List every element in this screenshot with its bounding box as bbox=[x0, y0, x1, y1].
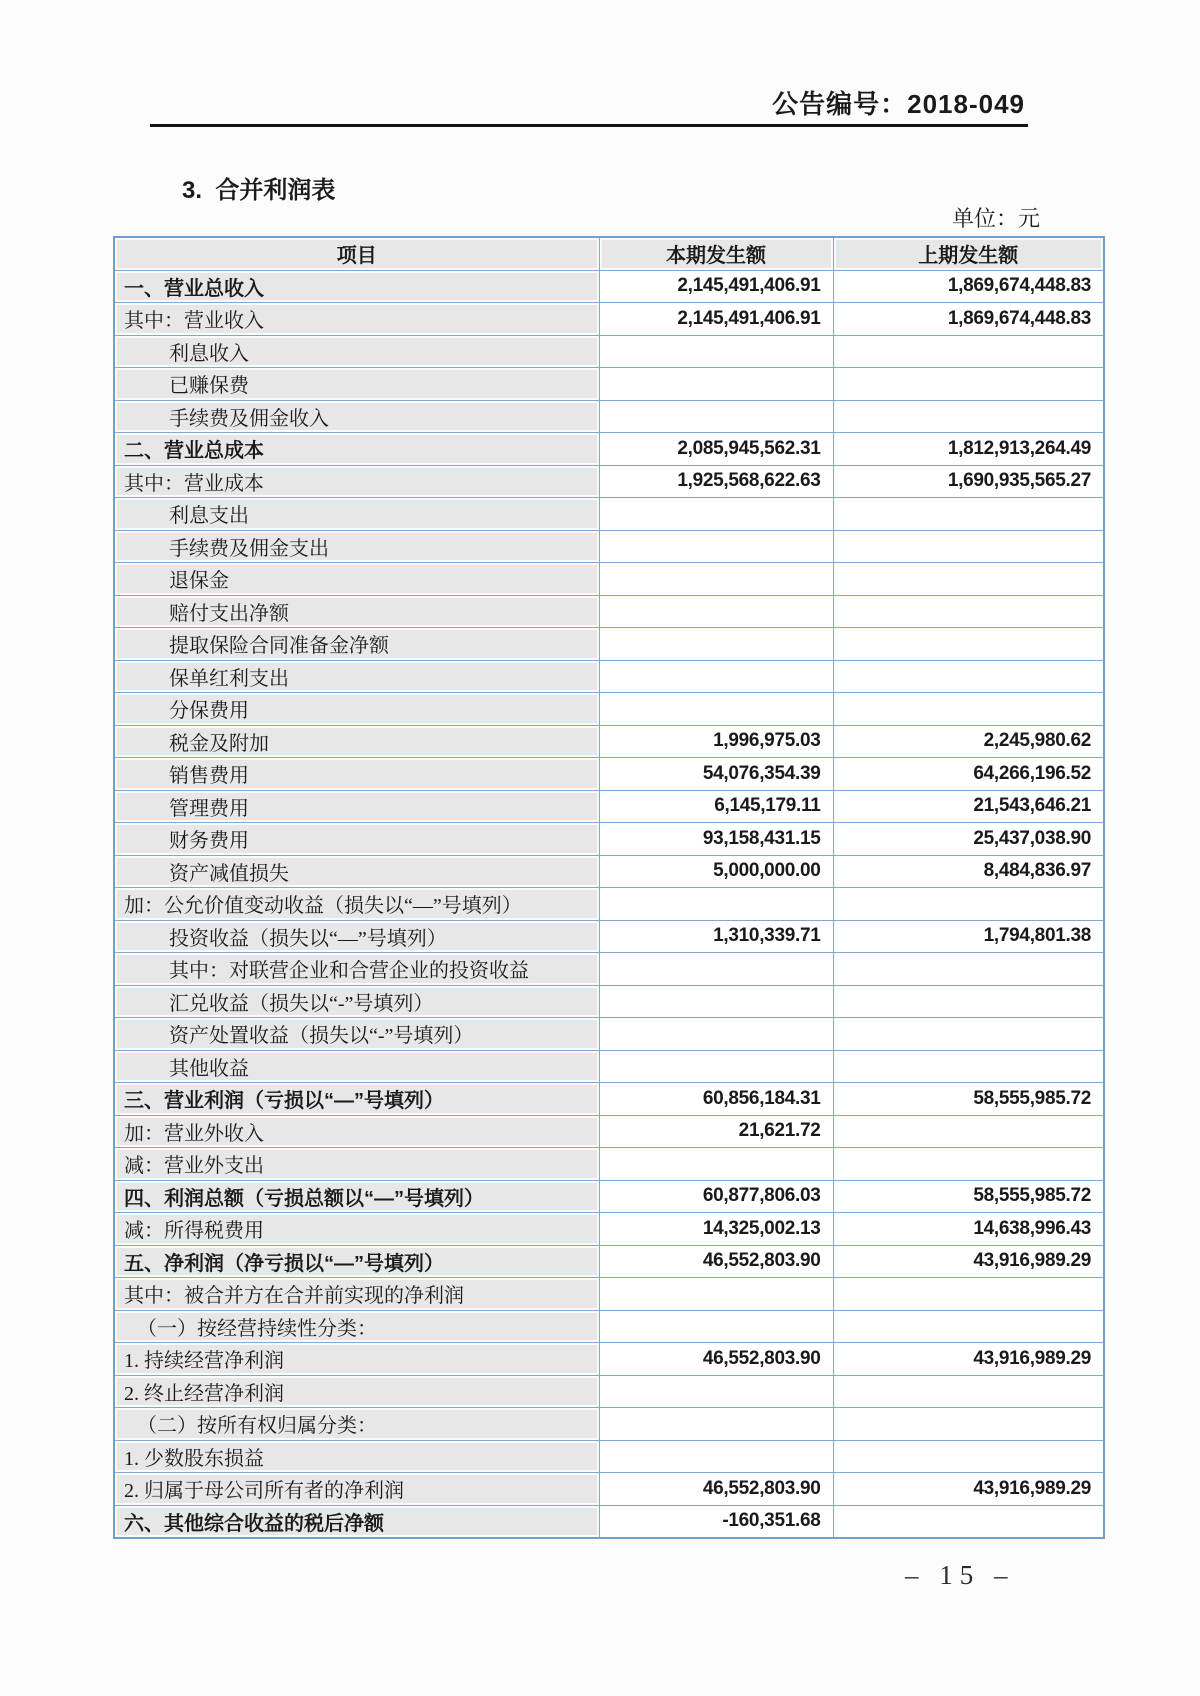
prior-amount-cell bbox=[833, 1375, 1104, 1408]
table-row bbox=[114, 270, 1104, 303]
item-cell: 资产处置收益（损失以“-”号填列） bbox=[114, 1018, 599, 1051]
item-cell: 资产减值损失 bbox=[114, 855, 599, 888]
current-amount-cell bbox=[599, 1018, 833, 1051]
table-row bbox=[114, 660, 1104, 693]
item-cell: 管理费用 bbox=[114, 790, 599, 823]
current-amount-cell: 1,310,339.71 bbox=[599, 920, 833, 953]
item-cell: 加：公允价值变动收益（损失以“—”号填列） bbox=[114, 888, 599, 921]
item-cell: 1. 持续经营净利润 bbox=[114, 1343, 599, 1376]
current-amount-cell bbox=[599, 985, 833, 1018]
prior-amount-cell bbox=[833, 1310, 1104, 1343]
current-amount-cell bbox=[599, 953, 833, 986]
item-cell: 分保费用 bbox=[114, 693, 599, 726]
prior-amount-cell bbox=[833, 595, 1104, 628]
table-row bbox=[114, 1375, 1104, 1408]
table-row bbox=[114, 530, 1104, 563]
income-table-body bbox=[114, 270, 1104, 1538]
prior-amount-cell bbox=[833, 628, 1104, 661]
current-amount-cell bbox=[599, 1440, 833, 1473]
table-row bbox=[114, 368, 1104, 401]
item-cell: 财务费用 bbox=[114, 823, 599, 856]
current-amount-cell bbox=[599, 595, 833, 628]
table-row bbox=[114, 953, 1104, 986]
table-row bbox=[114, 985, 1104, 1018]
col-header-item: 项目 bbox=[114, 237, 599, 270]
current-amount-cell: 1,996,975.03 bbox=[599, 725, 833, 758]
table-row bbox=[114, 693, 1104, 726]
prior-amount-cell bbox=[833, 498, 1104, 531]
table-row bbox=[114, 563, 1104, 596]
current-amount-cell: 14,325,002.13 bbox=[599, 1213, 833, 1246]
current-amount-cell: 2,145,491,406.91 bbox=[599, 303, 833, 336]
current-amount-cell bbox=[599, 400, 833, 433]
item-cell: 其他收益 bbox=[114, 1050, 599, 1083]
item-cell: 赔付支出净额 bbox=[114, 595, 599, 628]
table-row bbox=[114, 790, 1104, 823]
prior-amount-cell bbox=[833, 1505, 1104, 1538]
item-cell: 其中：营业成本 bbox=[114, 465, 599, 498]
prior-amount-cell: 1,794,801.38 bbox=[833, 920, 1104, 953]
prior-amount-cell bbox=[833, 1278, 1104, 1311]
item-cell: 税金及附加 bbox=[114, 725, 599, 758]
current-amount-cell bbox=[599, 335, 833, 368]
table-row bbox=[114, 1310, 1104, 1343]
prior-amount-cell: 58,555,985.72 bbox=[833, 1180, 1104, 1213]
current-amount-cell bbox=[599, 1375, 833, 1408]
current-amount-cell: 2,145,491,406.91 bbox=[599, 270, 833, 303]
prior-amount-cell: 21,543,646.21 bbox=[833, 790, 1104, 823]
prior-amount-cell bbox=[833, 1115, 1104, 1148]
table-row bbox=[114, 433, 1104, 466]
item-cell: 利息支出 bbox=[114, 498, 599, 531]
table-row bbox=[114, 335, 1104, 368]
table-row bbox=[114, 1115, 1104, 1148]
prior-amount-cell bbox=[833, 563, 1104, 596]
item-cell: 利息收入 bbox=[114, 335, 599, 368]
current-amount-cell: 93,158,431.15 bbox=[599, 823, 833, 856]
item-cell: 销售费用 bbox=[114, 758, 599, 791]
current-amount-cell bbox=[599, 1278, 833, 1311]
prior-amount-cell bbox=[833, 953, 1104, 986]
table-row bbox=[114, 303, 1104, 336]
item-cell: （一）按经营持续性分类： bbox=[114, 1310, 599, 1343]
current-amount-cell bbox=[599, 368, 833, 401]
prior-amount-cell bbox=[833, 985, 1104, 1018]
col-header-current-period: 本期发生额 bbox=[599, 237, 833, 270]
prior-amount-cell bbox=[833, 1148, 1104, 1181]
item-cell: （二）按所有权归属分类： bbox=[114, 1408, 599, 1441]
item-cell: 五、净利润（净亏损以“—”号填列） bbox=[114, 1245, 599, 1278]
item-cell: 四、利润总额（亏损总额以“—”号填列） bbox=[114, 1180, 599, 1213]
current-amount-cell: 21,621.72 bbox=[599, 1115, 833, 1148]
current-amount-cell bbox=[599, 888, 833, 921]
current-amount-cell: 46,552,803.90 bbox=[599, 1473, 833, 1506]
item-cell: 其中：对联营企业和合营企业的投资收益 bbox=[114, 953, 599, 986]
current-amount-cell bbox=[599, 1310, 833, 1343]
prior-amount-cell bbox=[833, 400, 1104, 433]
table-row bbox=[114, 1505, 1104, 1538]
prior-amount-cell bbox=[833, 335, 1104, 368]
table-row bbox=[114, 888, 1104, 921]
current-amount-cell bbox=[599, 1050, 833, 1083]
table-row bbox=[114, 1050, 1104, 1083]
prior-amount-cell bbox=[833, 1408, 1104, 1441]
current-amount-cell: 54,076,354.39 bbox=[599, 758, 833, 791]
current-amount-cell: 1,925,568,622.63 bbox=[599, 465, 833, 498]
unit-label: 单位：元 bbox=[951, 206, 1040, 231]
current-amount-cell: 6,145,179.11 bbox=[599, 790, 833, 823]
item-cell: 加：营业外收入 bbox=[114, 1115, 599, 1148]
table-row bbox=[114, 628, 1104, 661]
prior-amount-cell: 43,916,989.29 bbox=[833, 1473, 1104, 1506]
item-cell: 保单红利支出 bbox=[114, 660, 599, 693]
prior-amount-cell: 8,484,836.97 bbox=[833, 855, 1104, 888]
prior-amount-cell bbox=[833, 368, 1104, 401]
table-row bbox=[114, 1245, 1104, 1278]
table-row bbox=[114, 1278, 1104, 1311]
table-row bbox=[114, 1343, 1104, 1376]
col-header-prior-period: 上期发生额 bbox=[833, 237, 1104, 270]
prior-amount-cell bbox=[833, 888, 1104, 921]
item-cell: 减：营业外支出 bbox=[114, 1148, 599, 1181]
item-cell: 投资收益（损失以“—”号填列） bbox=[114, 920, 599, 953]
prior-amount-cell bbox=[833, 660, 1104, 693]
item-cell: 六、其他综合收益的税后净额 bbox=[114, 1505, 599, 1538]
table-row bbox=[114, 1408, 1104, 1441]
current-amount-cell: 60,856,184.31 bbox=[599, 1083, 833, 1116]
table-row bbox=[114, 725, 1104, 758]
header-rule bbox=[150, 124, 1028, 127]
current-amount-cell bbox=[599, 498, 833, 531]
item-cell: 2. 归属于母公司所有者的净利润 bbox=[114, 1473, 599, 1506]
prior-amount-cell: 1,869,674,448.83 bbox=[833, 270, 1104, 303]
item-cell: 减：所得税费用 bbox=[114, 1213, 599, 1246]
table-row bbox=[114, 595, 1104, 628]
prior-amount-cell bbox=[833, 1050, 1104, 1083]
table-row bbox=[114, 1473, 1104, 1506]
item-cell: 手续费及佣金收入 bbox=[114, 400, 599, 433]
announcement-number: 公告编号：2018-049 bbox=[772, 89, 1025, 119]
current-amount-cell: 46,552,803.90 bbox=[599, 1245, 833, 1278]
prior-amount-cell: 1,812,913,264.49 bbox=[833, 433, 1104, 466]
table-row bbox=[114, 1083, 1104, 1116]
income-statement-table bbox=[113, 236, 1105, 1539]
current-amount-cell bbox=[599, 563, 833, 596]
item-cell: 其中：营业收入 bbox=[114, 303, 599, 336]
item-cell: 提取保险合同准备金净额 bbox=[114, 628, 599, 661]
table-row bbox=[114, 920, 1104, 953]
prior-amount-cell: 58,555,985.72 bbox=[833, 1083, 1104, 1116]
item-cell: 1. 少数股东损益 bbox=[114, 1440, 599, 1473]
prior-amount-cell: 2,245,980.62 bbox=[833, 725, 1104, 758]
table-row bbox=[114, 400, 1104, 433]
prior-amount-cell bbox=[833, 530, 1104, 563]
section-title: 3. 合并利润表 bbox=[182, 177, 336, 204]
prior-amount-cell bbox=[833, 693, 1104, 726]
item-cell: 一、营业总收入 bbox=[114, 270, 599, 303]
table-row bbox=[114, 498, 1104, 531]
current-amount-cell: 46,552,803.90 bbox=[599, 1343, 833, 1376]
current-amount-cell bbox=[599, 693, 833, 726]
current-amount-cell: 2,085,945,562.31 bbox=[599, 433, 833, 466]
current-amount-cell: 60,877,806.03 bbox=[599, 1180, 833, 1213]
item-cell: 其中：被合并方在合并前实现的净利润 bbox=[114, 1278, 599, 1311]
prior-amount-cell: 43,916,989.29 bbox=[833, 1245, 1104, 1278]
table-row bbox=[114, 465, 1104, 498]
prior-amount-cell bbox=[833, 1018, 1104, 1051]
prior-amount-cell: 43,916,989.29 bbox=[833, 1343, 1104, 1376]
table-row bbox=[114, 1180, 1104, 1213]
item-cell: 三、营业利润（亏损以“—”号填列） bbox=[114, 1083, 599, 1116]
current-amount-cell bbox=[599, 530, 833, 563]
item-cell: 手续费及佣金支出 bbox=[114, 530, 599, 563]
table-row bbox=[114, 855, 1104, 888]
table-row bbox=[114, 1018, 1104, 1051]
prior-amount-cell bbox=[833, 1440, 1104, 1473]
page-number: – 15 – bbox=[905, 1560, 1015, 1590]
item-cell: 汇兑收益（损失以“-”号填列） bbox=[114, 985, 599, 1018]
table-row bbox=[114, 1440, 1104, 1473]
current-amount-cell bbox=[599, 660, 833, 693]
item-cell: 退保金 bbox=[114, 563, 599, 596]
table-header-row bbox=[114, 237, 1104, 270]
prior-amount-cell: 25,437,038.90 bbox=[833, 823, 1104, 856]
current-amount-cell: -160,351.68 bbox=[599, 1505, 833, 1538]
prior-amount-cell: 1,690,935,565.27 bbox=[833, 465, 1104, 498]
item-cell: 二、营业总成本 bbox=[114, 433, 599, 466]
current-amount-cell bbox=[599, 1408, 833, 1441]
table-row bbox=[114, 758, 1104, 791]
item-cell: 2. 终止经营净利润 bbox=[114, 1375, 599, 1408]
table-row bbox=[114, 823, 1104, 856]
table-row bbox=[114, 1148, 1104, 1181]
current-amount-cell bbox=[599, 628, 833, 661]
prior-amount-cell: 1,869,674,448.83 bbox=[833, 303, 1104, 336]
current-amount-cell: 5,000,000.00 bbox=[599, 855, 833, 888]
table-row bbox=[114, 1213, 1104, 1246]
item-cell: 已赚保费 bbox=[114, 368, 599, 401]
prior-amount-cell: 14,638,996.43 bbox=[833, 1213, 1104, 1246]
prior-amount-cell: 64,266,196.52 bbox=[833, 758, 1104, 791]
current-amount-cell bbox=[599, 1148, 833, 1181]
